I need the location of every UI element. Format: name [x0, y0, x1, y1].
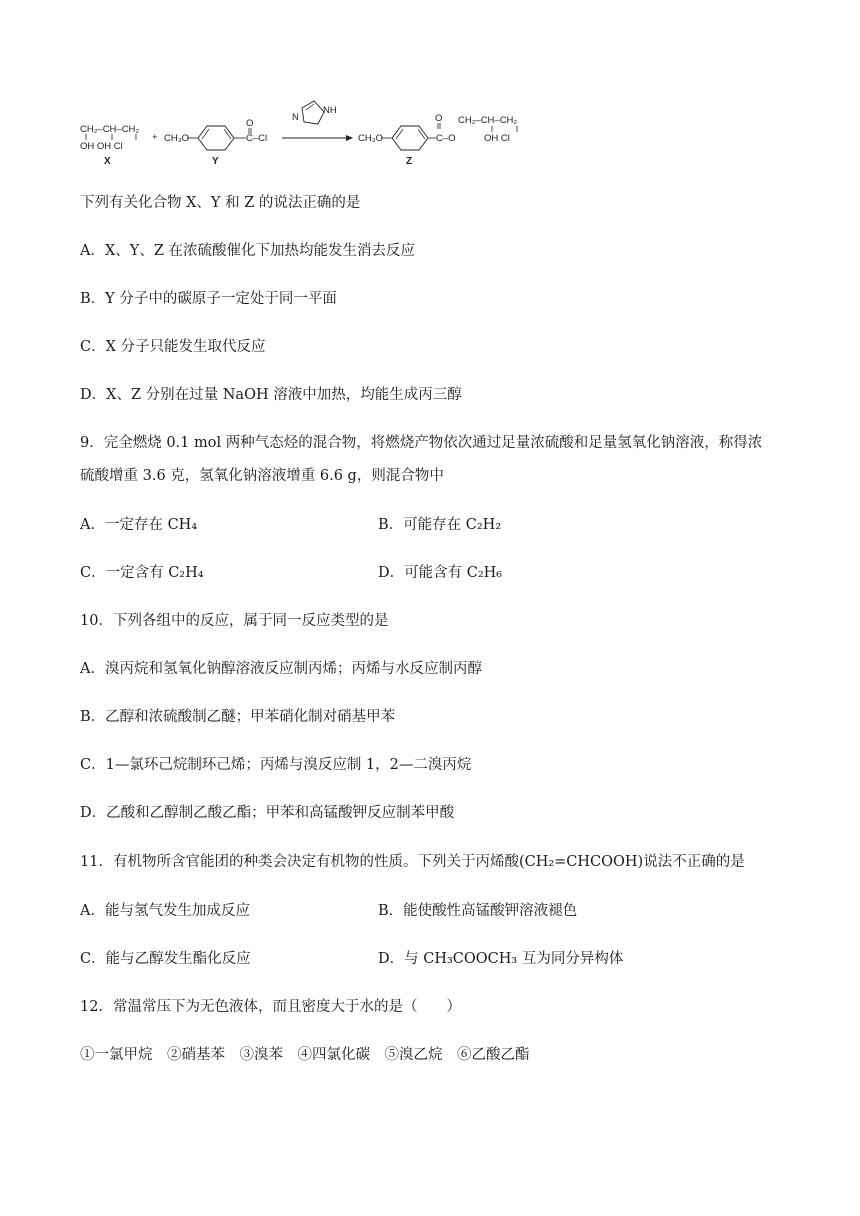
imidazole-nh: NH	[323, 105, 337, 116]
benzene-ring-icon	[198, 126, 234, 150]
q9-stem-line1: 9．完全燃烧 0.1 mol 两种气态烃的混合物，将燃烧产物依次通过足量浓硫酸和足量氢氧化钠溶液，称得浓	[80, 435, 763, 451]
q9-stem-line2: 硫酸增重 3.6 克，氢氧化钠溶液增重 6.6 g，则混合物中	[80, 468, 444, 484]
q8-option-b: B．Y 分子中的碳原子一定处于同一平面	[80, 291, 337, 307]
q12-choices: ①一氯甲烷 ②硝基苯 ③溴苯 ④四氯化碳 ⑤溴乙烷 ⑥乙酸乙酯	[80, 1047, 530, 1063]
x-label: X	[104, 156, 111, 167]
q10-option-d: D．乙酸和乙醇制乙酸乙酯；甲苯和高锰酸钾反应制苯甲酸	[80, 805, 455, 821]
q10-option-a: A．溴丙烷和氢氧化钠醇溶液反应制丙烯；丙烯与水反应制丙醇	[80, 661, 482, 677]
z-label: Z	[406, 156, 413, 167]
q9-option-d: D．可能含有 C₂H₆	[378, 565, 503, 581]
q8-option-d: D．X、Z 分别在过量 NaOH 溶液中加热，均能生成丙三醇	[80, 387, 462, 403]
z-chain-bottom: OH Cl	[484, 133, 510, 144]
plus-sign: +	[152, 132, 158, 143]
q11-option-d: D．与 CH₃COOCH₃ 互为同分异构体	[378, 951, 624, 967]
reaction-scheme	[74, 98, 534, 170]
q9-option-b: B．可能存在 C₂H₂	[378, 517, 502, 533]
z-ester: C–O	[436, 133, 456, 144]
q12-stem: 12．常温常压下为无色液体，而且密度大于水的是（ ）	[80, 999, 461, 1015]
q10-option-b: B．乙醇和浓硫酸制乙醚；甲苯硝化制对硝基甲苯	[80, 709, 396, 725]
x-bottom: OH OH Cl	[80, 141, 123, 152]
y-acyl-chloride: C–Cl	[246, 133, 268, 144]
q11-option-c: C．能与乙醇发生酯化反应	[80, 951, 251, 967]
z-carbonyl-o: O	[435, 113, 443, 124]
compound-y	[164, 118, 267, 167]
compound-x	[80, 124, 139, 167]
q11-option-a: A．能与氢气发生加成反应	[80, 903, 250, 919]
y-label: Y	[212, 156, 219, 167]
q11-stem: 11．有机物所含官能团的种类会决定有机物的性质。下列关于丙烯酸(CH₂=CHCOOH)说法不正确的是	[80, 854, 745, 870]
x-top: CH₂–CH–CH₂	[80, 124, 140, 135]
q8-stem: 下列有关化合物 X、Y 和 Z 的说法正确的是	[80, 195, 361, 211]
q10-option-c: C．1—氯环己烷制环己烯；丙烯与溴反应制 1，2—二溴丙烷	[80, 757, 472, 773]
q10-stem: 10．下列各组中的反应，属于同一反应类型的是	[80, 613, 389, 629]
arrow-head-icon	[346, 135, 353, 141]
q11-option-b: B．能使酸性高锰酸钾溶液褪色	[378, 903, 578, 919]
q9-option-a: A．一定存在 CH₄	[80, 517, 198, 533]
imidazole-catalyst	[292, 101, 337, 124]
z-chain-top: CH₂–CH–CH₂	[458, 115, 518, 126]
z-methoxy: CH₃O	[358, 133, 383, 144]
compound-z	[358, 113, 517, 167]
y-carbonyl-o: O	[246, 118, 254, 129]
q9-option-c: C．一定含有 C₂H₄	[80, 565, 204, 581]
imidazole-n: N	[292, 112, 299, 123]
y-methoxy: CH₃O	[164, 133, 189, 144]
q8-option-a: A．X、Y、Z 在浓硫酸催化下加热均能发生消去反应	[80, 243, 416, 259]
q8-option-c: C．X 分子只能发生取代反应	[80, 339, 266, 355]
benzene-ring-icon	[392, 126, 428, 150]
